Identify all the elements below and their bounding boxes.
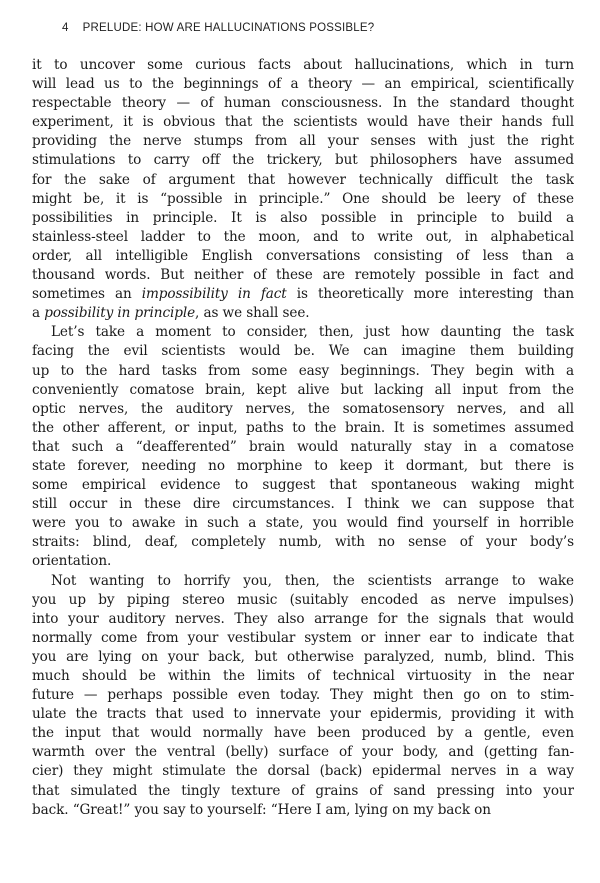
paragraph xyxy=(32,56,574,323)
text-line: cier) they might stimulate the dorsal (back) epidermal nerves in a way xyxy=(32,763,574,780)
text-line: back. “Great!” you say to yourself: “Here I am, lying on my back on xyxy=(32,801,491,818)
text-line: a possibility in principle, as we shall see. xyxy=(32,305,310,322)
text-line: you are lying on your back, but otherwise paralyzed, numb, blind. This xyxy=(32,648,574,665)
text-line: the input that would normally have been produced by a gentle, even xyxy=(32,725,574,742)
paragraph xyxy=(32,323,574,571)
text-line: for the sake of argument that however technically difficult the task xyxy=(32,171,574,188)
text-line: that such a “deafferented” brain would naturally stay in a comatose xyxy=(32,438,574,455)
text-line: might be, it is “possible in principle.” One should be leery of these xyxy=(32,190,574,207)
text-line: optic nerves, the auditory nerves, the somatosensory nerves, and all xyxy=(32,400,574,417)
text-line: straits: blind, deaf, completely numb, with no sense of your body’s xyxy=(32,534,574,551)
text-line: possibilities in principle. It is also possible in principle to build a xyxy=(32,209,574,226)
text-line: into your auditory nerves. They also arrange for the signals that would xyxy=(32,610,574,627)
text-line: will lead us to the beginnings of a theory — an empirical, scientifically xyxy=(32,76,574,93)
text-line: still occur in these dire circumstances. I think we can suppose that xyxy=(32,496,574,513)
text-line: you up by piping stereo music (suitably encoded as nerve impulses) xyxy=(32,591,574,608)
text-line: were you to awake in such a state, you would find yourself in horrible xyxy=(32,515,574,532)
body-text xyxy=(32,56,574,820)
text-line: some empirical evidence to suggest that spontaneous waking might xyxy=(32,477,574,494)
text-line: conveniently comatose brain, kept alive but lacking all input from the xyxy=(32,381,574,398)
text-line: up to the hard tasks from some easy beginnings. They begin with a xyxy=(32,362,574,379)
text-line: Not wanting to horrify you, then, the scientists arrange to wake xyxy=(51,572,574,589)
text-line: it to uncover some curious facts about hallucinations, which in turn xyxy=(32,57,574,73)
running-title: PRELUDE: HOW ARE HALLUCINATIONS POSSIBLE? xyxy=(82,22,375,34)
text-line: stainless-steel ladder to the moon, and to write out, in alphabetical xyxy=(32,228,574,245)
text-line: Let’s take a moment to consider, then, just how daunting the task xyxy=(51,324,574,341)
text-line: ulate the tracts that used to innervate your epidermis, providing it with xyxy=(32,706,574,723)
text-line: respectable theory — of human consciousness. In the standard thought xyxy=(32,95,574,112)
text-line: sometimes an impossibility in fact is theoretically more interesting than xyxy=(32,286,574,303)
text-line: orientation. xyxy=(32,553,112,570)
running-header xyxy=(62,22,374,34)
text-line: much should be within the limits of technical virtuosity in the near xyxy=(32,668,574,684)
page-number: 4 xyxy=(62,22,69,34)
text-line: experiment, it is obvious that the scientists would have their hands full xyxy=(32,114,574,131)
text-line: thousand words. But neither of these are remotely possible in fact and xyxy=(32,267,574,284)
text-line: the other afferent, or input, paths to the brain. It is sometimes assumed xyxy=(32,419,574,436)
text-line: providing the nerve stumps from all your senses with just the right xyxy=(32,133,574,150)
text-line: order, all intelligible English conversations consisting of less than a xyxy=(32,247,574,264)
text-line: future — perhaps possible even today. They might then go on to stim- xyxy=(32,687,574,704)
text-line: stimulations to carry off the trickery, but philosophers have assumed xyxy=(32,152,574,169)
text-line: normally come from your vestibular system or inner ear to indicate that xyxy=(32,629,574,646)
text-line: that simulated the tingly texture of grains of sand pressing into your xyxy=(32,782,574,799)
text-line: facing the evil scientists would be. We can imagine them building xyxy=(32,343,574,360)
text-line: warmth over the ventral (belly) surface of your body, and (getting fan- xyxy=(32,744,574,761)
text-line: state forever, needing no morphine to keep it dormant, but there is xyxy=(32,457,574,474)
paragraph xyxy=(32,572,574,820)
